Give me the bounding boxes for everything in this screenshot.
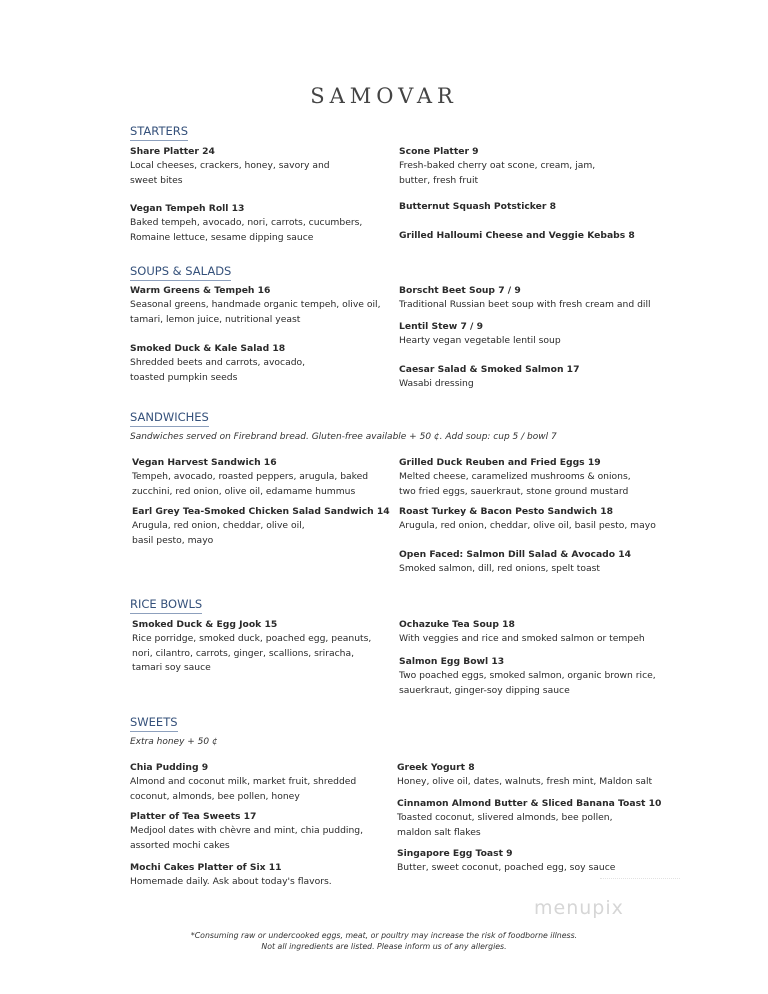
menu-item — [399, 229, 635, 243]
item-name: Mochi Cakes Platter of Six 11 — [130, 862, 282, 873]
item-name: Earl Grey Tea-Smoked Chicken Salad Sandwich 14 — [132, 506, 390, 517]
item-name: Roast Turkey & Bacon Pesto Sandwich 18 — [399, 506, 614, 517]
item-name: Salmon Egg Bowl 13 — [399, 656, 505, 667]
menu-item — [399, 505, 656, 534]
item-desc: Arugula, red onion, cheddar, olive oil, basil pesto, mayo — [399, 520, 656, 532]
item-desc: Seasonal greens, handmade organic tempeh, olive oil, tamari, lemon juice, nutritional yeast — [130, 299, 381, 325]
menu-item — [399, 618, 645, 647]
menu-item — [130, 284, 381, 327]
item-desc: Smoked salmon, dill, red onions, spelt toast — [399, 563, 600, 575]
item-desc: Wasabi dressing — [399, 378, 474, 390]
item-name: Platter of Tea Sweets 17 — [130, 811, 257, 822]
section-heading-sweets: SWEETS — [130, 715, 178, 732]
item-desc: With veggies and rice and smoked salmon or tempeh — [399, 633, 645, 645]
item-desc: Arugula, red onion, cheddar, olive oil, basil pesto, mayo — [132, 520, 305, 546]
item-desc: Rice porridge, smoked duck, poached egg, peanuts, nori, cilantro, carrots, ginger, scallions, sriracha, tamari soy sauce — [132, 633, 372, 673]
menu-item — [397, 797, 661, 840]
section-heading-soups-salads: SOUPS & SALADS — [130, 264, 231, 281]
item-desc: Hearty vegan vegetable lentil soup — [399, 335, 561, 347]
section-heading-rice-bowls: RICE BOWLS — [130, 597, 202, 614]
menu-item — [132, 505, 390, 548]
section-heading-sandwiches: SANDWICHES — [130, 410, 209, 427]
menu-item — [397, 761, 652, 790]
item-name: Cinnamon Almond Butter & Sliced Banana Toast 10 — [397, 798, 662, 809]
section-heading-starters: STARTERS — [130, 124, 188, 141]
item-desc: Melted cheese, caramelized mushrooms & onions, two fried eggs, sauerkraut, stone ground mustard — [399, 471, 631, 497]
item-name: Greek Yogurt 8 — [397, 762, 475, 773]
menu-item — [399, 200, 556, 214]
restaurant-title: SAMOVAR — [310, 84, 458, 108]
item-name: Open Faced: Salmon Dill Salad & Avocado 14 — [399, 549, 632, 560]
item-desc: Butter, sweet coconut, poached egg, soy sauce — [397, 862, 616, 874]
item-name: Lentil Stew 7 / 9 — [399, 321, 483, 332]
watermark-logo: menupix — [534, 897, 624, 919]
item-desc: Baked tempeh, avocado, nori, carrots, cucumbers, Romaine lettuce, sesame dipping sauce — [130, 217, 363, 243]
menu-item — [399, 320, 561, 349]
item-desc: Local cheeses, crackers, honey, savory and sweet bites — [130, 160, 330, 186]
menu-item — [399, 655, 656, 698]
menu-item — [399, 145, 595, 188]
menu-item — [130, 145, 330, 188]
item-desc: Honey, olive oil, dates, walnuts, fresh mint, Maldon salt — [397, 776, 653, 788]
menu-item — [130, 202, 362, 245]
item-desc: Fresh-baked cherry oat scone, cream, jam, butter, fresh fruit — [399, 160, 596, 186]
section-note: Extra honey + 50 ¢ — [130, 737, 218, 747]
item-desc: Medjool dates with chèvre and mint, chia pudding, assorted mochi cakes — [130, 825, 364, 851]
footer-disclaimer — [0, 930, 768, 952]
menu-item — [130, 810, 363, 853]
item-name: Ochazuke Tea Soup 18 — [399, 619, 515, 630]
footer-line-2: Not all ingredients are listed. Please inform us of any allergies. — [261, 942, 507, 951]
item-name: Caesar Salad & Smoked Salmon 17 — [399, 364, 580, 375]
section-note: Sandwiches served on Firebrand bread. Gluten-free available + 50 ¢. Add soup: cup 5 / bowl 7 — [130, 432, 557, 442]
item-name: Scone Platter 9 — [399, 146, 479, 157]
menu-item — [399, 548, 631, 577]
item-name: Borscht Beet Soup 7 / 9 — [399, 285, 521, 296]
item-name: Vegan Harvest Sandwich 16 — [132, 457, 277, 468]
item-name: Grilled Duck Reuben and Fried Eggs 19 — [399, 457, 601, 468]
menu-item — [132, 456, 368, 499]
menu-item — [130, 761, 356, 804]
item-name: Grilled Halloumi Cheese and Veggie Kebabs 8 — [399, 230, 635, 241]
item-name: Chia Pudding 9 — [130, 762, 209, 773]
item-name: Smoked Duck & Kale Salad 18 — [130, 343, 286, 354]
menu-item — [399, 456, 631, 499]
item-name: Warm Greens & Tempeh 16 — [130, 285, 271, 296]
item-desc: Almond and coconut milk, market fruit, shredded coconut, almonds, bee pollen, honey — [130, 776, 357, 802]
menu-item — [132, 618, 371, 675]
item-name: Singapore Egg Toast 9 — [397, 848, 513, 859]
footer-line-1: *Consuming raw or undercooked eggs, meat, or poultry may increase the risk of foodborne illness. — [190, 931, 578, 940]
item-desc: Traditional Russian beet soup with fresh cream and dill — [399, 299, 651, 311]
item-name: Vegan Tempeh Roll 13 — [130, 203, 245, 214]
watermark-line — [600, 878, 680, 879]
item-name: Smoked Duck & Egg Jook 15 — [132, 619, 278, 630]
menu-item — [130, 861, 332, 890]
item-name: Butternut Squash Potsticker 8 — [399, 201, 557, 212]
menu-item — [399, 363, 579, 392]
menu-item — [397, 847, 615, 876]
item-desc: Tempeh, avocado, roasted peppers, arugula, baked zucchini, red onion, olive oil, edamame hummus — [132, 471, 369, 497]
item-name: Share Platter 24 — [130, 146, 215, 157]
item-desc: Homemade daily. Ask about today's flavors. — [130, 876, 332, 888]
menu-item — [130, 342, 305, 385]
item-desc: Two poached eggs, smoked salmon, organic brown rice, sauerkraut, ginger-soy dipping sauce — [399, 670, 656, 696]
item-desc: Shredded beets and carrots, avocado, toasted pumpkin seeds — [130, 357, 306, 383]
item-desc: Toasted coconut, slivered almonds, bee pollen, maldon salt flakes — [397, 812, 613, 838]
menu-item — [399, 284, 651, 313]
